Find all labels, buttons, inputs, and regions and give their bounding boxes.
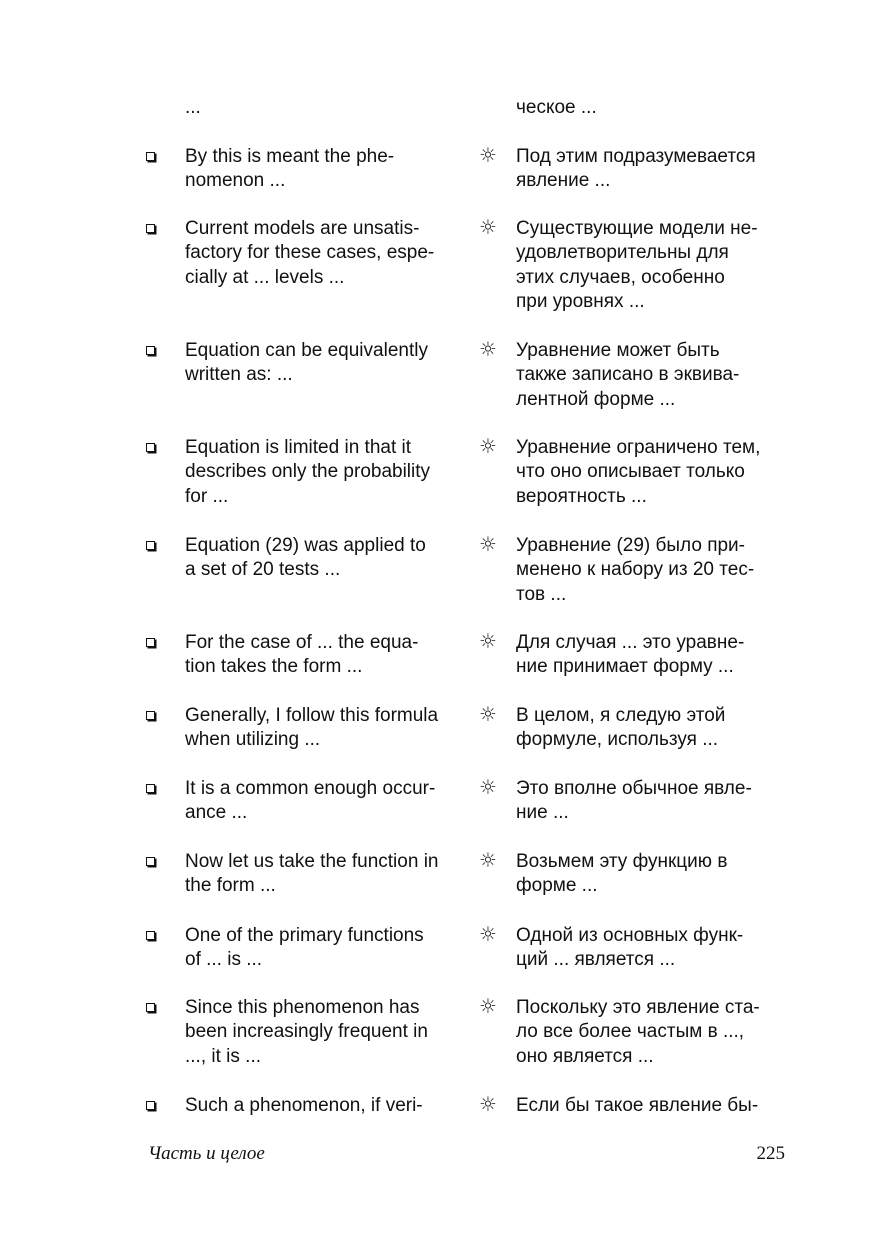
- english-phrase: Current models are unsatis- factory for these cases, espe- cially at ... levels ...: [185, 218, 435, 288]
- english-phrase: One of the primary functions of ... is ...: [185, 925, 424, 971]
- russian-phrase: Если бы такое явление бы-: [516, 1095, 759, 1116]
- english-phrase: Now let us take the function in the form ...: [185, 851, 439, 897]
- sun-bullet-icon: ☼: [479, 143, 497, 167]
- russian-phrase: Это вполне обычное явле- ние ...: [516, 778, 752, 824]
- sun-bullet-icon: ☼: [479, 848, 497, 872]
- english-phrase: Equation is limited in that it describes only the probability for ...: [185, 437, 431, 507]
- checkbox-bullet-icon: [146, 857, 155, 866]
- sun-bullet-icon: ☼: [479, 337, 497, 361]
- sun-bullet-icon: ☼: [479, 702, 497, 726]
- checkbox-bullet-icon: [146, 638, 155, 647]
- english-phrase: Equation (29) was applied to a set of 20 tests ...: [185, 535, 426, 581]
- checkbox-bullet-icon: [146, 541, 155, 550]
- english-phrase: Generally, I follow this formula when utilizing ...: [185, 705, 439, 751]
- checkbox-bullet-icon: [146, 224, 155, 233]
- running-footer-title: Часть и целое: [148, 1143, 265, 1164]
- sun-bullet-icon: ☼: [479, 434, 497, 458]
- checkbox-bullet-icon: [146, 346, 155, 355]
- english-phrase: For the case of ... the equa- tion takes the form ...: [185, 632, 419, 678]
- english-phrase: Such a phenomenon, if veri-: [185, 1095, 423, 1116]
- russian-phrase: Одной из основных функ- ций ... является ...: [516, 925, 744, 971]
- russian-phrase: Возьмем эту функцию в форме ...: [516, 851, 728, 897]
- continuation-ru: ческое ...: [516, 97, 597, 118]
- sun-bullet-icon: ☼: [479, 215, 497, 239]
- english-phrase: Equation can be equivalently written as: ...: [185, 340, 428, 386]
- english-phrase: By this is meant the phe- nomenon ...: [185, 146, 395, 192]
- russian-phrase: Для случая ... это уравне- ние принимает форму ...: [516, 632, 745, 678]
- checkbox-bullet-icon: [146, 931, 155, 940]
- page-number: 225: [756, 1143, 785, 1164]
- checkbox-bullet-icon: [146, 1101, 155, 1110]
- sun-bullet-icon: ☼: [479, 1092, 497, 1116]
- checkbox-bullet-icon: [146, 152, 155, 161]
- sun-bullet-icon: ☼: [479, 532, 497, 556]
- russian-phrase: Существующие модели не- удовлетворительны для этих случаев, особенно при уровнях ...: [516, 218, 758, 312]
- continuation-en: ...: [185, 97, 201, 118]
- sun-bullet-icon: ☼: [479, 994, 497, 1018]
- russian-phrase: Поскольку это явление ста- ло все более частым в ..., оно является ...: [516, 997, 760, 1067]
- checkbox-bullet-icon: [146, 711, 155, 720]
- checkbox-bullet-icon: [146, 784, 155, 793]
- sun-bullet-icon: ☼: [479, 922, 497, 946]
- checkbox-bullet-icon: [146, 443, 155, 452]
- russian-phrase: Уравнение ограничено тем, что оно описывает только вероятность ...: [516, 437, 761, 507]
- sun-bullet-icon: ☼: [479, 775, 497, 799]
- russian-phrase: Уравнение может быть также записано в эквива- лентной форме ...: [516, 340, 740, 410]
- russian-phrase: В целом, я следую этой формуле, используя ...: [516, 705, 726, 751]
- russian-phrase: Под этим подразумевается явление ...: [516, 146, 756, 192]
- checkbox-bullet-icon: [146, 1003, 155, 1012]
- english-phrase: It is a common enough occur- ance ...: [185, 778, 436, 824]
- russian-phrase: Уравнение (29) было при- менено к набору из 20 тес- тов ...: [516, 535, 755, 605]
- english-phrase: Since this phenomenon has been increasingly frequent in ..., it is ...: [185, 997, 428, 1067]
- sun-bullet-icon: ☼: [479, 629, 497, 653]
